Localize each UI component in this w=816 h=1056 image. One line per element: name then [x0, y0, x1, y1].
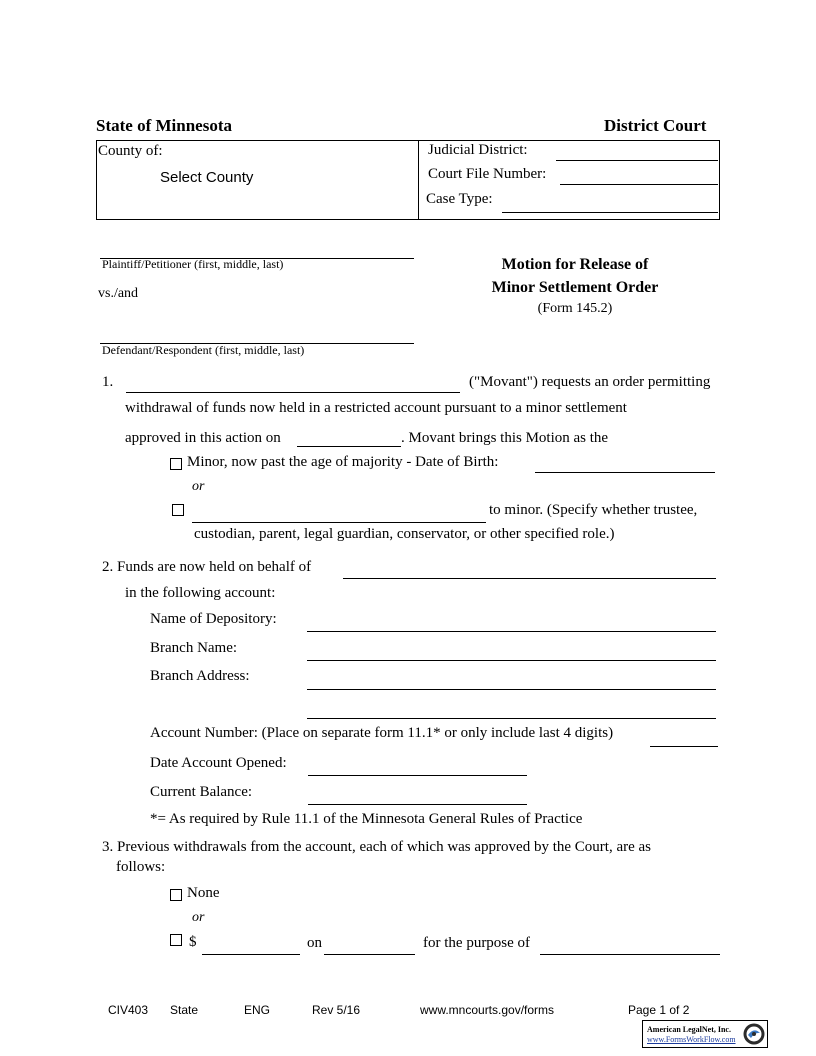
judicial-district-label: Judicial District:	[428, 142, 528, 158]
none-checkbox[interactable]	[170, 889, 182, 901]
depository-label: Name of Depository:	[150, 611, 277, 627]
to-minor-text: to minor. (Specify whether trustee,	[489, 502, 698, 518]
state-heading: State of Minnesota	[96, 116, 232, 135]
footer-revision: Rev 5/16	[312, 1003, 361, 1017]
footer-form-code: CIV403	[108, 1003, 149, 1017]
withdrawal-checkbox[interactable]	[170, 934, 182, 946]
beneficiary-field[interactable]	[343, 578, 716, 579]
county-label: County of:	[98, 143, 163, 159]
section1-number: 1.	[102, 374, 114, 390]
branch-name-label: Branch Name:	[150, 640, 238, 656]
withdrawal-date-field[interactable]	[324, 954, 415, 955]
footer-website[interactable]: www.mncourts.gov/forms	[420, 1003, 555, 1017]
court-heading: District Court	[604, 116, 707, 135]
footer-page-number: Page 1 of 2	[628, 1003, 690, 1017]
globe-icon	[742, 1022, 766, 1046]
branch-address-field-2[interactable]	[307, 718, 716, 719]
court-file-number-label: Court File Number:	[428, 166, 547, 182]
date-of-birth-field[interactable]	[535, 472, 715, 473]
dollar-sign: $	[189, 934, 197, 950]
date-opened-field[interactable]	[308, 775, 527, 776]
following-account-label: in the following account:	[125, 585, 276, 601]
case-type-label: Case Type:	[426, 191, 493, 207]
withdrawal-amount-field[interactable]	[202, 954, 300, 955]
or-label-2: or	[192, 910, 205, 925]
form-number: (Form 145.2)	[537, 301, 613, 316]
role-checkbox[interactable]	[172, 504, 184, 516]
county-select[interactable]: Select County	[160, 169, 254, 186]
plaintiff-label: Plaintiff/Petitioner (first, middle, last)	[102, 257, 284, 271]
date-opened-label: Date Account Opened:	[150, 755, 287, 771]
on-label: on	[307, 935, 322, 951]
section1-line3b: . Movant brings this Motion as the	[401, 430, 609, 446]
section2-intro: 2. Funds are now held on behalf of	[102, 559, 312, 575]
approval-date-field[interactable]	[297, 446, 401, 447]
section1-line2: withdrawal of funds now held in a restricted account pursuant to a minor settlement	[125, 400, 627, 416]
branch-address-field-1[interactable]	[307, 689, 716, 690]
title-line-2: Minor Settlement Order	[491, 279, 659, 296]
or-label-1: or	[192, 479, 205, 494]
american-legalnet-logo[interactable]	[642, 1020, 768, 1048]
current-balance-label: Current Balance:	[150, 784, 253, 800]
account-number-field[interactable]	[650, 746, 718, 747]
current-balance-field[interactable]	[308, 804, 527, 805]
movant-text: ("Movant") requests an order permitting	[469, 374, 711, 390]
section1-line3a: approved in this action on	[125, 430, 281, 446]
depository-field[interactable]	[307, 631, 716, 632]
logo-line-2[interactable]: www.FormsWorkFlow.com	[647, 1035, 736, 1044]
role-field[interactable]	[192, 522, 486, 523]
court-file-number-field[interactable]	[560, 184, 718, 185]
minor-option-label: Minor, now past the age of majority - Date of Birth:	[187, 454, 499, 470]
roles-text: custodian, parent, legal guardian, conservator, or other specified role.)	[194, 526, 615, 542]
branch-address-label: Branch Address:	[150, 668, 250, 684]
logo-line-1: American LegalNet, Inc.	[647, 1025, 731, 1034]
section3-intro-line2: follows:	[116, 859, 166, 875]
case-type-field[interactable]	[502, 212, 718, 213]
movant-name-field[interactable]	[126, 392, 460, 393]
footer-language: ENG	[244, 1003, 271, 1017]
rule-footnote: *= As required by Rule 11.1 of the Minnesota General Rules of Practice	[150, 811, 583, 827]
vs-label: vs./and	[98, 286, 139, 301]
defendant-label: Defendant/Respondent (first, middle, last)	[102, 343, 305, 357]
caption-divider	[418, 140, 419, 220]
withdrawal-purpose-field[interactable]	[540, 954, 720, 955]
purpose-label: for the purpose of	[423, 935, 531, 951]
minor-checkbox[interactable]	[170, 458, 182, 470]
section3-intro-line1: 3. Previous withdrawals from the account, each of which was approved by the Court, are as	[102, 839, 652, 855]
footer-jurisdiction: State	[170, 1003, 199, 1017]
judicial-district-field[interactable]	[556, 160, 718, 161]
title-line-1: Motion for Release of	[501, 256, 649, 273]
branch-name-field[interactable]	[307, 660, 716, 661]
account-number-label: Account Number: (Place on separate form 11.1* or only include last 4 digits)	[150, 725, 614, 741]
none-label: None	[187, 885, 220, 901]
